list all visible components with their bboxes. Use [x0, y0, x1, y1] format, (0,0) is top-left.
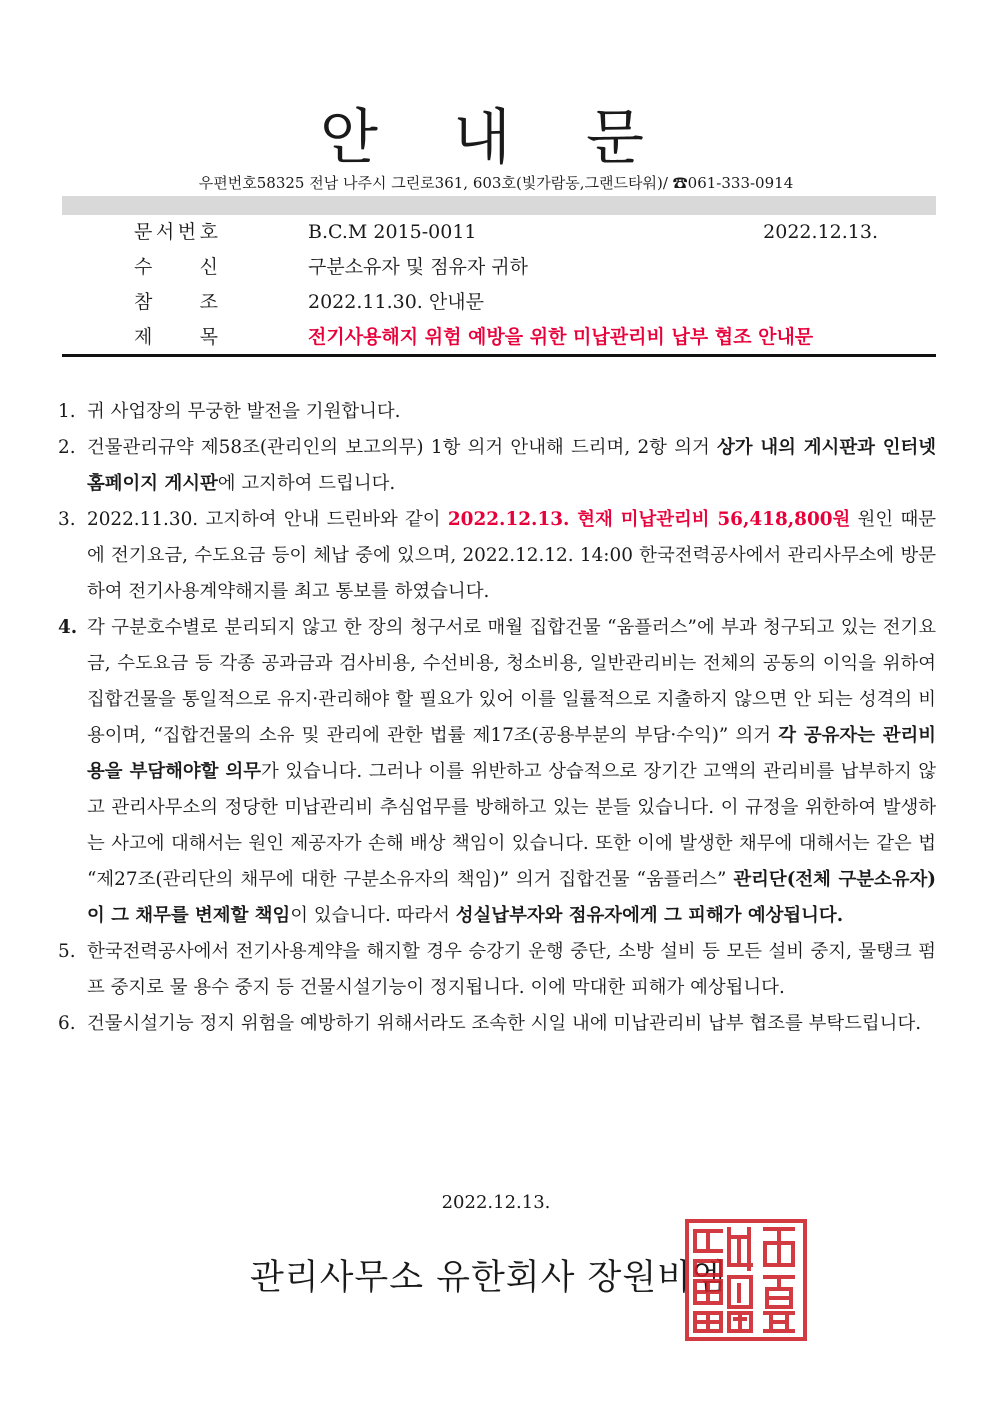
- notice-item-5: [58, 934, 936, 1006]
- reference-value: 2022.11.30. 안내문: [308, 291, 484, 313]
- item-number: 2.: [58, 437, 76, 458]
- doc-no-value: B.C.M 2015-0011: [308, 221, 477, 243]
- recipient-label: 수 신: [134, 256, 218, 278]
- item-text: 2022.11.30. 고지하여 안내 드린바와 같이: [87, 509, 448, 530]
- item-emphasis: 상가 내의 게시판과 인터넷 홈페이지 게시판: [87, 437, 936, 494]
- notice-item-6: [58, 1006, 936, 1042]
- item-emphasis: 각 공유자는 관리비용을 부담해야할 의무: [87, 725, 936, 782]
- item-text: 건물관리규약 제58조(관리인의 보고의무) 1항 의거 안내해 드리며, 2항 의거: [87, 437, 718, 458]
- item-text: 건물시설기능 정지 위험을 예방하기 위해서라도 조속한 시일 내에 미납관리비 납부 협조를 부탁드립니다.: [87, 1013, 922, 1034]
- signature-date: 2022.12.13.: [441, 1192, 551, 1213]
- issuer-name: 관리사무소 유한회사 장원비엠: [250, 1258, 727, 1298]
- item-number: 3.: [58, 509, 76, 530]
- reference-label: 참 조: [134, 291, 218, 313]
- item-text: 각 구분호수별로 분리되지 않고 한 장의 청구서로 매월 집합건물 “움플러스”에 부과 청구되고 있는 전기요금, 수도요금 등 각종 공과금과 검사비용, 수선비용, 청소비용, 일반관리비는 전체의 공동의 이익을 위하여 집합건물을 통일적으로 유지·관리해야 할 필요가 있어 이를 일률적으로 지출하지 않으면 안 되는 성격의 비용이며, “집합건물의 소유 및 관리에 관한 법률 제17조(공용부분의 부담·수익)” 의거: [87, 617, 936, 746]
- item-text: 이 있습니다. 따라서: [290, 905, 456, 926]
- header-divider-bar: [62, 196, 936, 215]
- doc-date: 2022.12.13.: [763, 221, 878, 243]
- item-emphasis: 관리단(전체 구분소유자)이 그 채무를 변제할 책임: [87, 869, 936, 926]
- subject-value: 전기사용해지 위험 예방을 위한 미납관리비 납부 협조 안내문: [308, 326, 814, 348]
- header-rule: [62, 354, 936, 357]
- item-text: 가 있습니다. 그러나 이를 위반하고 상습적으로 장기간 고액의 관리비를 납부하지 않고 관리사무소의 정당한 미납관리비 추심업무를 방해하고 있는 분들 있습니다. 이 규정을 위한하여 발생하는 사고에 대해서는 원인 제공자가 손해 배상 책임이 있습니다. 또한 이에 발생한 채무에 대해서는 같은 법 “제27조(관리단의 채무에 대한 구분소유자의 책임)” 의거 집합건물 “움플러스”: [87, 761, 936, 890]
- header-row-doc-no: [62, 215, 936, 249]
- item-number: 1.: [58, 401, 76, 422]
- unpaid-amount-highlight: 2022.12.13. 현재 미납관리비 56,418,800원: [447, 509, 851, 530]
- item-text: 귀 사업장의 무궁한 발전을 기원합니다.: [87, 401, 401, 422]
- item-emphasis: 성실납부자와 점유자에게 그 피해가 예상됩니다.: [455, 905, 844, 926]
- official-seal-stamp: [683, 1217, 809, 1343]
- item-number: 5.: [58, 941, 76, 962]
- item-number: 4.: [58, 617, 78, 638]
- item-text: 한국전력공사에서 전기사용계약을 해지할 경우 승강기 운행 중단, 소방 설비 등 모든 설비 중지, 물탱크 펌프 중지로 물 용수 중지 등 건물시설기능이 정지됩니다. 이에 막대한 피해가 예상됩니다.: [87, 941, 936, 998]
- item-number: 6.: [58, 1013, 76, 1034]
- header-row-recipient: [62, 250, 936, 284]
- doc-no-label: 문 서 번 호: [134, 221, 218, 243]
- notice-item-4: [58, 610, 936, 934]
- notice-item-1: [58, 394, 936, 430]
- item-text: 원인 때문에 전기요금, 수도요금 등이 체납 중에 있으며, 2022.12.12. 14:00 한국전력공사에서 관리사무소에 방문하여 전기사용계약해지를 최고 통보를 하였습니다.: [87, 509, 936, 602]
- item-text: 에 고지하여 드립니다.: [217, 473, 396, 494]
- subject-label: 제 목: [134, 326, 218, 348]
- header-row-subject: [62, 320, 936, 354]
- notice-item-3: [58, 502, 936, 610]
- sender-address: 우편번호58325 전남 나주시 그린로361, 603호(빛가람동,그랜드타워)/ ☎061-333-0914: [198, 174, 794, 192]
- notice-body: [58, 394, 936, 1042]
- recipient-value: 구분소유자 및 점유자 귀하: [308, 256, 529, 278]
- document-title: 안 내 문: [319, 103, 673, 173]
- notice-item-2: [58, 430, 936, 502]
- header-row-reference: [62, 285, 936, 319]
